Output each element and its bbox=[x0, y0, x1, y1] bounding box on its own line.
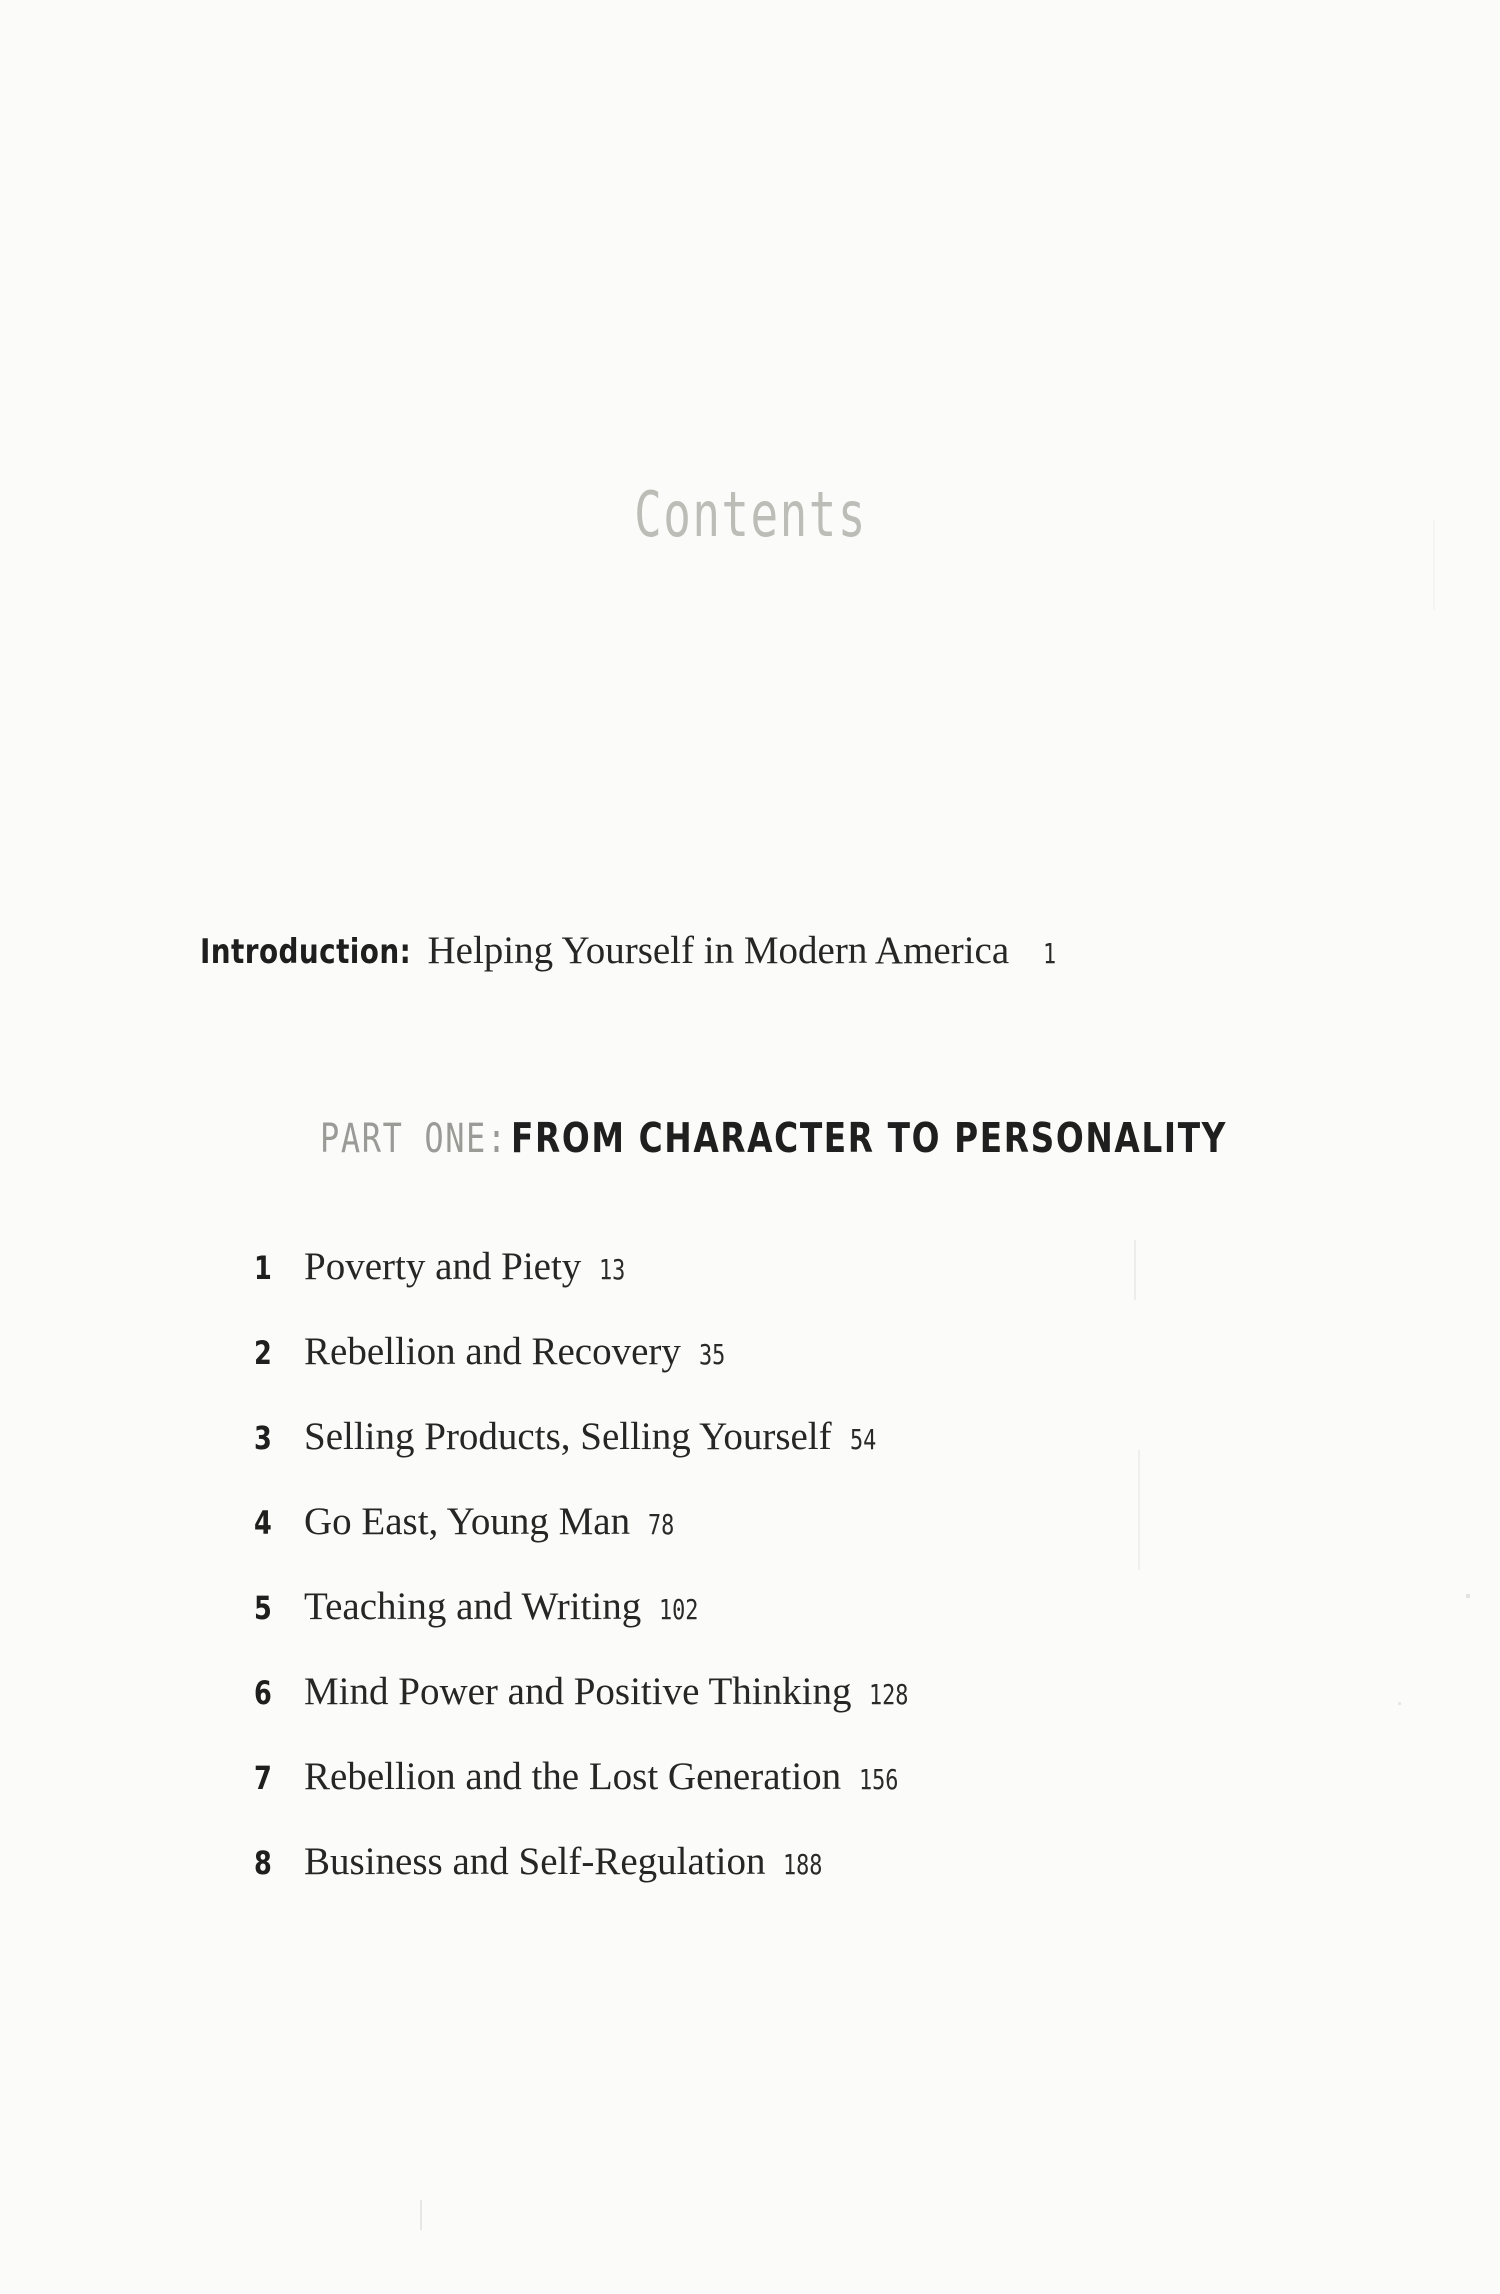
chapter-row bbox=[254, 1754, 920, 1839]
scan-artifact bbox=[1466, 1594, 1470, 1598]
scan-artifact bbox=[1134, 1240, 1136, 1300]
chapter-row bbox=[254, 1499, 920, 1584]
chapter-title: Selling Products, Selling Yourself bbox=[304, 1415, 832, 1458]
scan-artifact bbox=[1138, 1450, 1140, 1570]
introduction-label: Introduction: bbox=[200, 932, 412, 972]
chapter-row bbox=[254, 1584, 920, 1669]
introduction-page-number: 1 bbox=[1043, 937, 1057, 970]
chapter-number: 5 bbox=[254, 1589, 272, 1627]
chapter-page-number: 78 bbox=[648, 1508, 675, 1541]
chapter-page-number: 128 bbox=[869, 1678, 909, 1711]
introduction-title: Helping Yourself in Modern America bbox=[427, 929, 1010, 972]
chapter-number: 8 bbox=[254, 1844, 272, 1882]
chapter-title: Teaching and Writing bbox=[304, 1585, 642, 1628]
chapter-title: Poverty and Piety bbox=[304, 1245, 582, 1288]
chapter-title: Go East, Young Man bbox=[304, 1500, 631, 1543]
chapter-title: Rebellion and Recovery bbox=[304, 1330, 681, 1373]
chapter-number: 7 bbox=[254, 1759, 272, 1797]
scan-artifact bbox=[1398, 1702, 1401, 1705]
scan-artifact bbox=[420, 2200, 422, 2230]
chapter-row bbox=[254, 1839, 920, 1924]
chapter-number: 2 bbox=[254, 1334, 272, 1372]
chapter-row bbox=[254, 1669, 920, 1754]
scan-artifact bbox=[1433, 520, 1435, 610]
chapter-row bbox=[254, 1244, 920, 1329]
chapter-page-number: 54 bbox=[849, 1423, 876, 1456]
chapter-title: Rebellion and the Lost Generation bbox=[304, 1755, 842, 1798]
chapter-title: Mind Power and Positive Thinking bbox=[304, 1670, 852, 1713]
part-one-title: FROM CHARACTER TO PERSONALITY bbox=[511, 1114, 1228, 1162]
toc-introduction bbox=[200, 928, 1060, 973]
chapter-row bbox=[254, 1414, 920, 1499]
part-one-heading bbox=[320, 1114, 1227, 1162]
chapter-number: 1 bbox=[254, 1249, 272, 1287]
chapter-title: Business and Self-Regulation bbox=[304, 1840, 766, 1883]
chapter-number: 3 bbox=[254, 1419, 272, 1457]
chapter-page-number: 188 bbox=[783, 1848, 823, 1881]
chapter-list bbox=[254, 1244, 920, 1924]
chapter-page-number: 13 bbox=[599, 1253, 626, 1286]
chapter-number: 4 bbox=[254, 1504, 272, 1542]
page-title: Contents bbox=[634, 478, 867, 551]
chapter-page-number: 35 bbox=[698, 1338, 726, 1371]
part-one-prefix: PART ONE: bbox=[320, 1116, 508, 1162]
chapter-page-number: 156 bbox=[859, 1763, 899, 1796]
chapter-number: 6 bbox=[254, 1674, 272, 1712]
chapter-page-number: 102 bbox=[659, 1593, 699, 1626]
chapter-row bbox=[254, 1329, 920, 1414]
